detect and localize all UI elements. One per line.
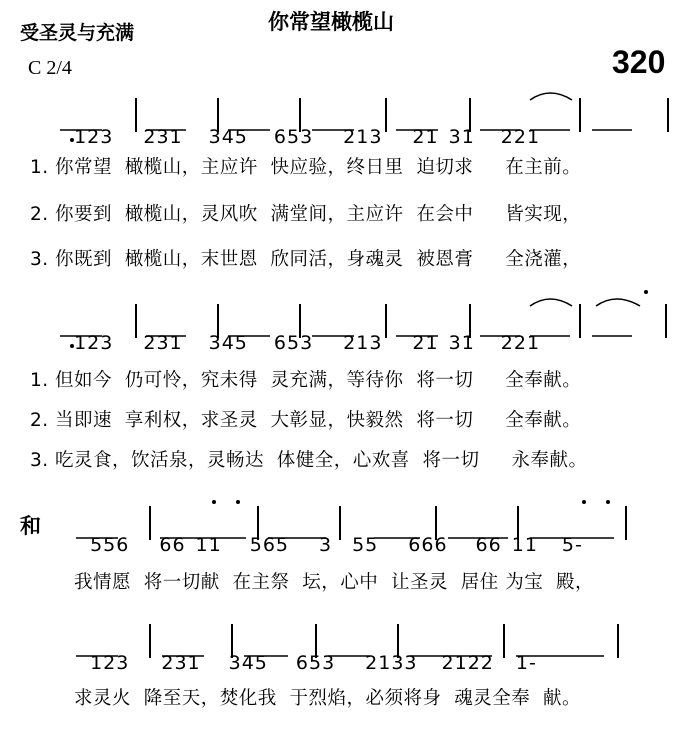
note-group: 221: [500, 332, 541, 354]
note-group: 345: [208, 126, 248, 148]
verse-3-line-b: 3. 吃灵食，饮活泉，灵畅达 体健全，心欢喜 将一切 永奉献。: [30, 450, 588, 471]
note-group: 653: [273, 332, 314, 354]
note-group: 1-: [515, 652, 537, 674]
note-group: 213: [343, 332, 383, 354]
note-group: 21: [412, 332, 439, 354]
hymn-category: 受圣灵与充满: [20, 22, 135, 44]
note-group: 123: [90, 652, 130, 674]
verse-1-line-b: 1. 但如今 仍可怜，究未得 灵充满，等待你 将一切 全奉献。: [30, 370, 582, 391]
note-group: 2122: [441, 652, 494, 674]
verse-2-line-a: 2. 你要到 橄榄山，灵风吹 满堂间，主应许 在会中 皆实现，: [30, 204, 582, 225]
hymn-number: 320: [612, 44, 666, 80]
note-group: 221: [500, 126, 541, 148]
note-group: 231: [161, 652, 201, 674]
note-group: 2133: [365, 652, 418, 674]
note-group: 556: [90, 534, 130, 556]
note-group: 3: [319, 534, 333, 556]
note-group: 11: [511, 534, 538, 556]
note-group: 21: [412, 126, 439, 148]
note-group: 345: [208, 332, 248, 354]
note-group: 123: [74, 126, 114, 148]
note-group: 66: [475, 534, 502, 556]
note-group: 55: [352, 534, 379, 556]
verse-2-line-b: 2. 当即速 享利权，求圣灵 大彰显，快毅然 将一切 全奉献。: [30, 410, 582, 431]
note-group: 123: [74, 332, 114, 354]
note-group: 5-: [561, 534, 583, 556]
note-group: 666: [408, 534, 448, 556]
verse-1-line-a: 1. 你常望 橄榄山，主应许 快应验，终日里 迫切求 在主前。: [30, 157, 582, 178]
chorus-lyrics-line-1: 我情愿 将一切献 在主祭 坛，心中 让圣灵 居住 为宝 殿，: [74, 572, 594, 593]
note-group: 653: [295, 652, 336, 674]
key-signature: C 2/4: [28, 57, 72, 79]
note-group: 11: [195, 534, 222, 556]
note-group: 66: [159, 534, 186, 556]
chorus-label: 和: [20, 514, 41, 538]
note-group: 213: [343, 126, 383, 148]
note-group: 565: [249, 534, 289, 556]
note-group: 345: [228, 652, 268, 674]
note-group: 31: [448, 332, 475, 354]
verse-3-line-a: 3. 你既到 橄榄山，末世恩 欣同活，身魂灵 被恩膏 全浇灌，: [30, 249, 582, 270]
hymn-title: 你常望橄榄山: [268, 10, 394, 34]
chorus-lyrics-line-2: 求灵火 降至天，焚化我 于烈焰，必须将身 魂灵全奉 献。: [74, 688, 582, 709]
note-group: 653: [273, 126, 314, 148]
note-group: 31: [448, 126, 475, 148]
note-group: 231: [143, 126, 183, 148]
note-group: 231: [143, 332, 183, 354]
